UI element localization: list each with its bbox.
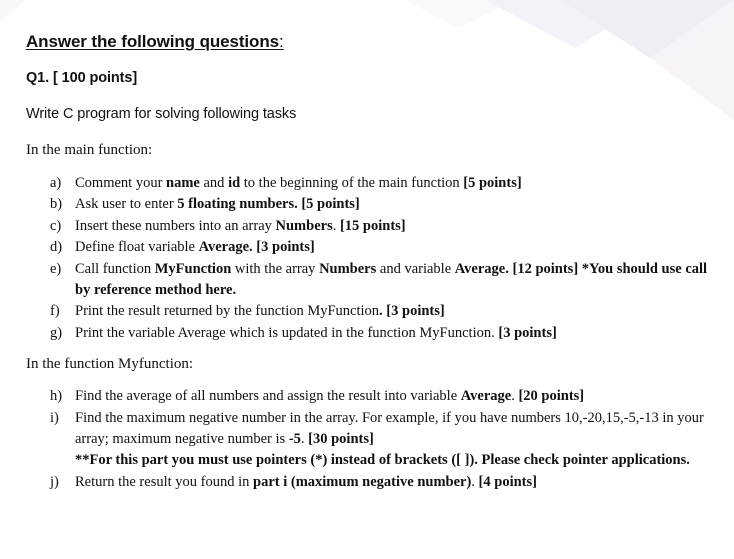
task-text-part: and [199, 175, 229, 191]
function-task-list [26, 386, 716, 493]
task-text-part: . [511, 388, 519, 405]
pointer-note: **For this part you must use pointers (*) instead of brackets ([ ]). Please check pointer applications. [75, 452, 690, 469]
task-text-part: Define float variable [75, 239, 199, 256]
task-text [75, 239, 315, 255]
task-marker: i) [50, 409, 59, 426]
function-section-label: In the function Myfunction: [26, 356, 194, 373]
task-marker: c) [50, 217, 62, 234]
task-bold-part: [20 points] [518, 388, 585, 405]
task-f [26, 301, 716, 322]
task-text [75, 175, 522, 191]
task-h [26, 386, 716, 407]
task-i [26, 408, 716, 451]
task-text-part: Ask user to enter [75, 196, 178, 213]
task-bold-part: name [166, 175, 200, 191]
task-marker: e) [50, 260, 62, 277]
task-text-part: Insert these numbers into an array [75, 217, 276, 234]
task-bold-part: Numbers [275, 217, 333, 234]
task-bold-part: . [3 points] [379, 303, 445, 320]
task-bold-part: -5 [288, 431, 301, 448]
task-text-part: to the beginning of the main function [240, 175, 464, 191]
task-text [75, 196, 360, 212]
task-text [75, 388, 584, 404]
task-text-part: Print the result returned by the function MyFunction [75, 303, 380, 320]
page-heading [26, 32, 716, 52]
task-marker: b) [50, 196, 63, 213]
task-bold-part: Average. [3 points] [198, 239, 315, 256]
main-function-label: In the main function: [26, 142, 153, 158]
task-text [75, 410, 704, 447]
task-text-part: . [332, 217, 340, 234]
heading-colon: : [278, 32, 284, 51]
task-marker: g) [50, 324, 63, 341]
task-marker: d) [50, 239, 63, 256]
task-bold-part: 5 floating numbers. [5 points] [177, 196, 360, 213]
task-i-note [26, 450, 716, 471]
task-text [75, 303, 445, 319]
task-bold-part: [3 points] [498, 324, 557, 341]
task-b [26, 194, 716, 215]
task-text [75, 261, 707, 298]
task-bold-part: [4 points] [478, 473, 537, 490]
task-text-part: Comment your [75, 175, 167, 191]
task-text-part: Find the average of all numbers and assign the result into variable [75, 388, 461, 405]
task-bold-part: [5 points] [463, 175, 522, 191]
task-j [26, 472, 716, 493]
task-bold-part: id [228, 175, 241, 191]
task-text [75, 474, 537, 490]
task-bold-part: part i (maximum negative number) [253, 473, 472, 490]
task-bold-part: MyFunction [154, 260, 232, 277]
task-e [26, 259, 716, 302]
task-text-part: Call function [75, 260, 155, 277]
program-instruction: Write C program for solving following tasks [26, 106, 297, 122]
task-text-part: and variable [376, 260, 455, 277]
task-bold-part: Average [460, 388, 512, 405]
task-bold-part: [30 points] [308, 431, 374, 448]
assignment-document [26, 32, 716, 493]
task-bold-part: [15 points] [339, 217, 406, 234]
task-text [75, 218, 406, 234]
task-a [26, 173, 716, 194]
task-marker: h) [50, 388, 63, 405]
question-title: Q1. [ 100 points] [26, 70, 138, 86]
main-task-list [26, 173, 716, 344]
task-marker: j) [50, 473, 59, 490]
task-bold-part: Numbers [319, 260, 377, 277]
task-c [26, 216, 716, 237]
task-marker: a) [50, 175, 62, 191]
task-bold-part: Average. [12 points] *You should use call by reference method here. [75, 260, 708, 299]
task-text-part: . [471, 473, 479, 490]
task-g [26, 323, 716, 344]
task-marker: f) [50, 303, 60, 320]
task-text [75, 325, 557, 341]
task-text-part: Find the maximum negative number in the array. For example, if you have numbers 10,-20,15,-5,-13 in your array; maximum negative number is [75, 409, 704, 448]
task-text-part: Print the variable Average which is updated in the function MyFunction. [75, 324, 499, 341]
heading-text: Answer the following questions [26, 32, 279, 51]
task-text-part: Return the result you found in [75, 473, 254, 490]
task-text-part: . [300, 431, 309, 448]
task-d [26, 237, 716, 258]
task-text-part: with the array [231, 260, 320, 277]
